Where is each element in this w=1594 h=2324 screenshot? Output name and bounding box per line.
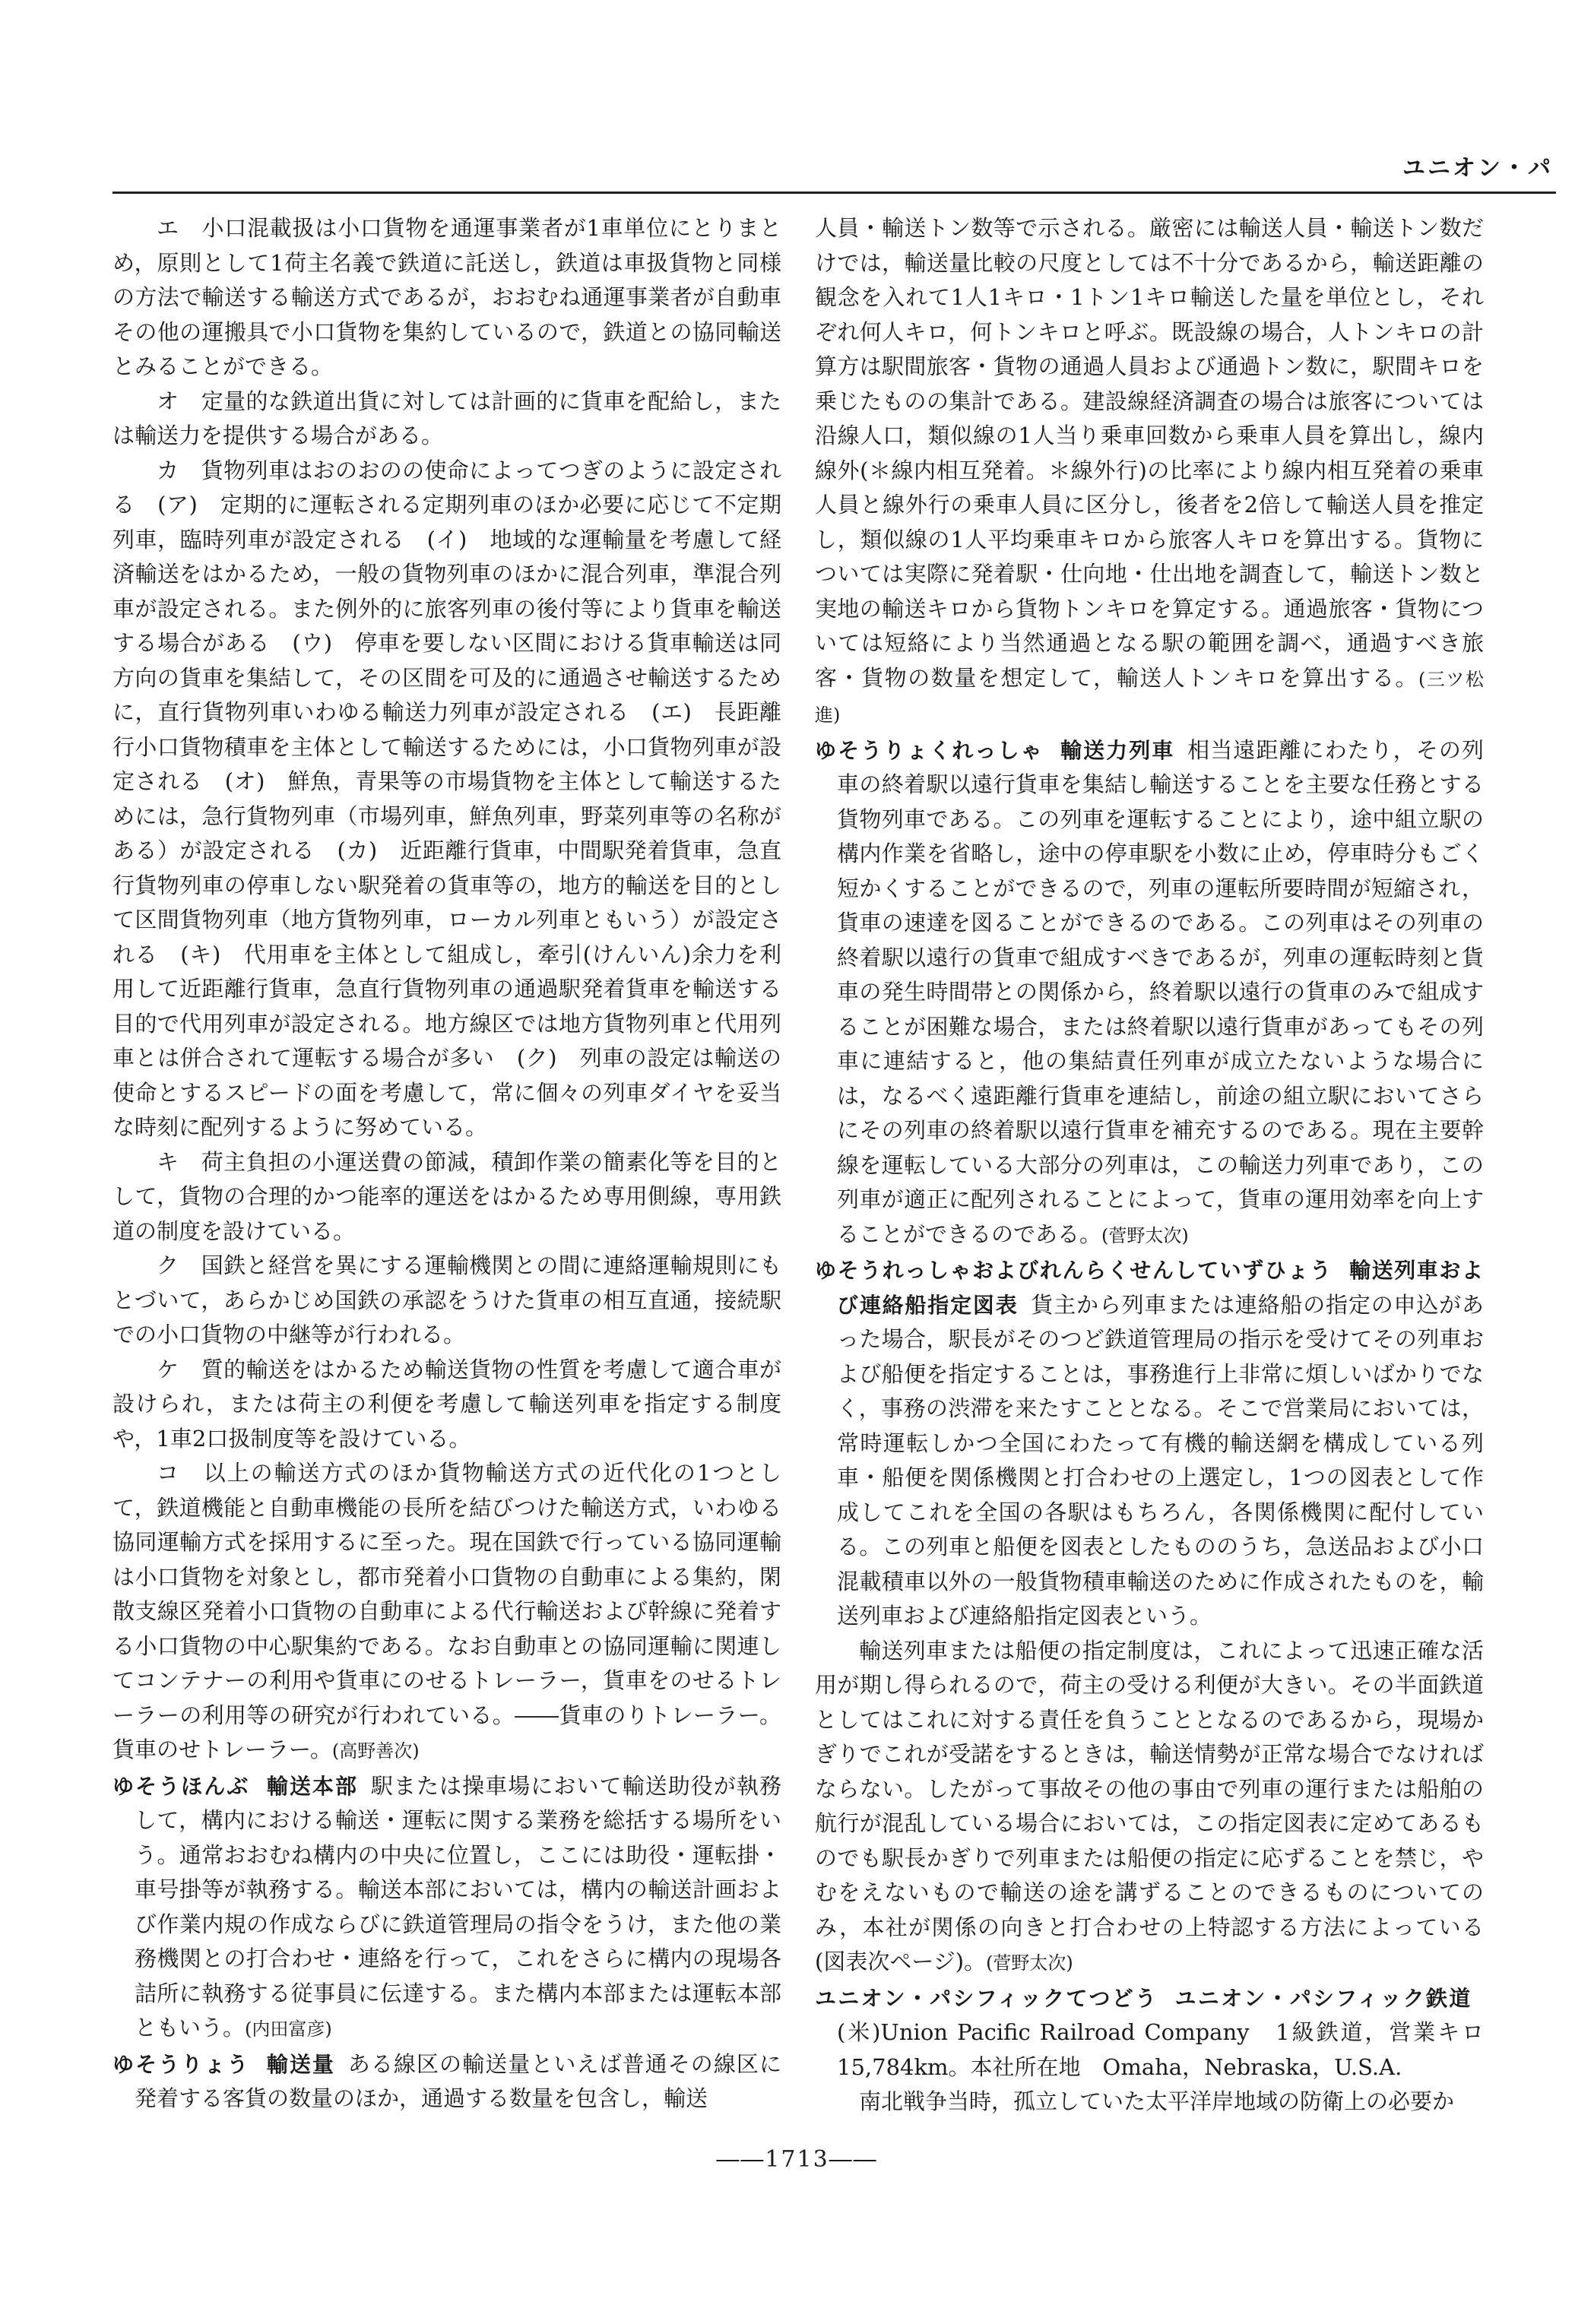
body-paragraph (112, 1456, 781, 1769)
body-paragraph (112, 1353, 781, 1457)
entry-headword: ユニオン・パシフィック鉄道 (1174, 1985, 1472, 2011)
paragraph-text: キ 荷主負担の小運送費の節減，積卸作業の簡素化等を目的として，貨物の合理的かつ能率的運送をはかるため専用側線，専用鉄道の制度を設けている。 (112, 1148, 781, 1244)
entry-headword-kana: ゆそうほんぶ (112, 1773, 250, 1799)
entry-headword-kana: ゆそうれっしゃおよびれんらくせんしていずひょう (815, 1258, 1333, 1283)
paragraph-text: 人員・輸送トン数等で示される。厳密には輸送人員・輸送トン数だけでは，輸送量比較の尺度としては不十分であるから，輸送距離の観念を入れて1人1キロ・1トン1キロ輸送した量を単位とし，それぞれ何人キロ，何トンキロと呼ぶ。既設線の場合，人トンキロの計算方は駅間旅客・貨物の通過人員および通過トン数に，駅間キロを乗じたものの集計である。建設線経済調査の場合は旅客については沿線人口，類似線の1人当り乗車回数から乗車人員を算出し，線内線外(＊線内相互発着。＊線外行)の比率により線内相互発着の乗車人員と線外行の乗車人員に区分し，後者を2倍して輸送人員を推定し，類似線の1人平均乗車キロから旅客人キロを算出する。貨物については実際に発着駅・仕向地・仕出地を調査して，輸送トン数と実地の輸送キロから貨物トンキロを算定する。通過旅客・貨物については短絡により当然通過となる駅の範囲を調べ，通過すべき旅客・貨物の数量を想定して，輸送人トンキロを算出する。 (815, 215, 1484, 691)
entry-headword: 輸送力列車 (1060, 737, 1175, 763)
author-signature: (菅野太次) (1101, 1224, 1189, 1246)
body-paragraph (112, 454, 781, 1145)
paragraph-text: ケ 質的輸送をはかるため輸送貨物の性質を考慮して適合車が設けられ，または荷主の利便を考慮して輸送列車を指定する制度や，1車2口扱制度等を設けている。 (112, 1356, 781, 1452)
paragraph-text: ク 国鉄と経営を異にする運輸機関との間に連絡運輸規則にもとづいて，あらかじめ国鉄の承認をうけた貨車の相互直通，接続駅での小口貨物の中継等が行われる。 (112, 1252, 781, 1347)
author-signature: (三ツ松 進) (815, 668, 1502, 726)
body-paragraph (815, 1634, 1484, 1981)
paragraph-text: 駅または操車場において輸送助役が執務して，構内における輸送・運転に関する業務を総括する場所をいう。通常おおむね構内の中央に位置し，ここには助役・運転掛・車号掛等が執務する。輸送本部においては，構内の輸送計画および作業内規の作成ならびに鉄道管理局の指令をうけ，また他の業務機関との打合わせ・連絡を行って，これをさらに構内の現場各詰所に執務する従事員に伝達する。また構内本部または運転本部ともいう。 (135, 1772, 781, 2041)
body-paragraph (112, 1145, 781, 1249)
body-paragraph (815, 211, 1502, 733)
body-paragraph (112, 385, 781, 454)
body-paragraph (815, 2085, 1484, 2120)
entry-headword: 輸送列車および連絡船指定図表 (837, 1258, 1484, 1318)
paragraph-text: 貨主から列車または連絡船の指定の申込があった場合，駅長がそのつど鉄道管理局の指示を受けてその列車および船便を指定することは，事務進行上非常に煩しいばかりでなく，事務の渋滞を来たすこととなる。そこで営業局においては，常時運転しかつ全国にわたって有機的輸送網を構成している列車・船便を関係機関と打合わせの上選定し，1つの図表として作成してこれを全国の各駅はもちろん，各関係機関に配付している。この列車と船便を図表としたもののうち，急送品および小口混載積車以外の一般貨物積車輸送のために作成されたものを，輸送列車および連絡船指定図表という。 (837, 1291, 1484, 1629)
header-rule (112, 192, 1556, 194)
left-column (112, 211, 781, 2117)
body-paragraph (112, 1249, 781, 1353)
dictionary-entry (112, 1769, 781, 2047)
paragraph-text: (米)Union Pacific Railroad Company 1級鉄道，営業キロ15,784km。本社所在地 Omaha，Nebraska，U.S.A. (837, 2019, 1484, 2080)
paragraph-text: オ 定量的な鉄道出貨に対しては計画的に貨車を配給し，または輸送力を提供する場合がある。 (112, 388, 781, 448)
entry-headword: 輸送本部 (266, 1773, 359, 1799)
paragraph-text: コ 以上の輸送方式のほか貨物輸送方式の近代化の1つとして，鉄道機能と自動車機能の長所を結びつけた輸送方式，いわゆる協同運輸方式を採用するに至った。現在国鉄で行っている協同運輸は小口貨物を対象とし，都市発着小口貨物の自動車による集約，閑散支線区発着小口貨物の自動車による代行輸送および幹線に発着する小口貨物の中心駅集約である。なお自動車との協同運輸に関連してコンテナーの利用や貨車にのせるトレーラー，貨車をのせるトレーラーの利用等の研究が行われている。――貨車のりトレーラー。貨車のせトレーラー。 (112, 1460, 781, 1762)
dictionary-entry (815, 1981, 1484, 2085)
paragraph-text: ある線区の輸送量といえば普通その線区に発着する客貨の数量のほか，通過する数量を包含し，輸送 (135, 2050, 781, 2111)
dictionary-entry (815, 733, 1484, 1254)
running-head: ユニオン・パ (1402, 155, 1553, 182)
entry-headword-kana: ユニオン・パシフィックてつどう (815, 1985, 1158, 2011)
dictionary-entry (815, 1253, 1484, 1634)
paragraph-text: カ 貨物列車はおのおのの使命によってつぎのように設定される (ア) 定期的に運転される定期列車のほか必要に応じて不定期列車，臨時列車が設定される (イ) 地域的な運輸量を考慮して経済輸送をはかるため，一般の貨物列車のほかに混合列車，準混合列車が設定される。また例外的に旅客列車の後付等により貨車を輸送する場合がある (ウ) 停車を要しない区間における貨車輸送は同方向の貨車を集結して，その区間を可及的に通過させ輸送するために，直行貨物列車いわゆる輸送力列車が設定される (エ) 長距離行小口貨物積車を主体として輸送するためには，小口貨物列車が設定される (オ) 鮮魚，青果等の市場貨物を主体として輸送するためには，急行貨物列車（市場列車，鮮魚列車，野菜列車等の名称がある）が設定される (カ) 近距離行貨車，中間駅発着貨車，急直行貨物列車の停車しない駅発着の貨車等の，地方的輸送を目的として区間貨物列車（地方貨物列車，ローカル列車ともいう）が設定される (キ) 代用車を主体として組成し，牽引(けんいん)余力を利用して近距離行貨車，急直行貨物列車の通過駅発着貨車を輸送する目的で代用列車が設定される。地方線区では地方貨物列車と代用列車とは併合されて運転する場合が多い (ク) 列車の設定は輸送の使命とするスピードの面を考慮して，常に個々の列車ダイヤを妥当な時刻に配列するように努めている。 (112, 457, 781, 1140)
right-column (815, 211, 1502, 2120)
page-number: ――1713―― (716, 2146, 878, 2173)
paragraph-text: エ 小口混載扱は小口貨物を通運事業者が1車単位にとりまとめ，原則として1荷主名義で鉄道に託送し，鉄道は車扱貨物と同様の方法で輸送する輸送方式であるが，おおむね通運事業者が自動車その他の運搬具で小口貨物を集約しているので，鉄道との協同輸送とみることができる。 (112, 215, 781, 379)
body-paragraph (112, 211, 781, 385)
author-signature: (高野善次) (331, 1740, 420, 1762)
paragraph-text: 輸送列車または船便の指定制度は，これによって迅速正確な活用が期し得られるので，荷主の受ける利便が大きい。その半面鉄道としてはこれに対する責任を負うこととなるのであるから，現場かぎりでこれが受諾をするときは，輸送情勢が正常な場合でなければならない。したがって事故その他の事由で列車の運行または船舶の航行が混乱している場合においては，この指定図表に定めてあるものでも駅長かぎりで列車または船便の指定に応ずることを禁じ，やむをえないもので輸送の途を講ずることのできるものについてのみ，本社が関係の向きと打合わせの上特認する方法によっている(図表次ページ)。 (815, 1637, 1484, 1974)
dictionary-entry (112, 2047, 781, 2117)
entry-headword-kana: ゆそうりょう (112, 2051, 250, 2077)
author-signature: (菅野太次) (986, 1952, 1073, 1974)
paragraph-text: 相当遠距離にわたり，その列車の終着駅以遠行貨車を集結し輸送することを主要な任務とする貨物列車である。この列車を運転することにより，途中組立駅の構内作業を省略し，途中の停車駅を小数に止め，停車時分もごく短かくすることができるので，列車の運転所要時間が短縮され，貨車の速達を図ることができるのである。この列車はその列車の終着駅以遠行の貨車で組成すべきであるが，列車の運転時刻と貨車の発生時間帯との関係から，終着駅以遠行の貨車のみで組成することが困難な場合，または終着駅以遠行貨車があってもその列車に連結すると，他の集結責任列車が成立たないような場合には，なるべく遠距離行貨車を連結し，前途の組立駅においてさらにその列車の終着駅以遠行貨車を補充するのである。現在主要幹線を運転している大部分の列車は，この輸送力列車であり，この列車が適正に配列されることによって，貨車の運用効率を向上することができるのである。 (837, 736, 1484, 1247)
entry-headword: 輸送量 (266, 2051, 335, 2077)
entry-headword-kana: ゆそうりょくれっしゃ (815, 737, 1044, 763)
author-signature: (内田富彦) (245, 2018, 332, 2040)
paragraph-text: 南北戦争当時，孤立していた太平洋岸地域の防衛上の必要か (859, 2088, 1455, 2114)
